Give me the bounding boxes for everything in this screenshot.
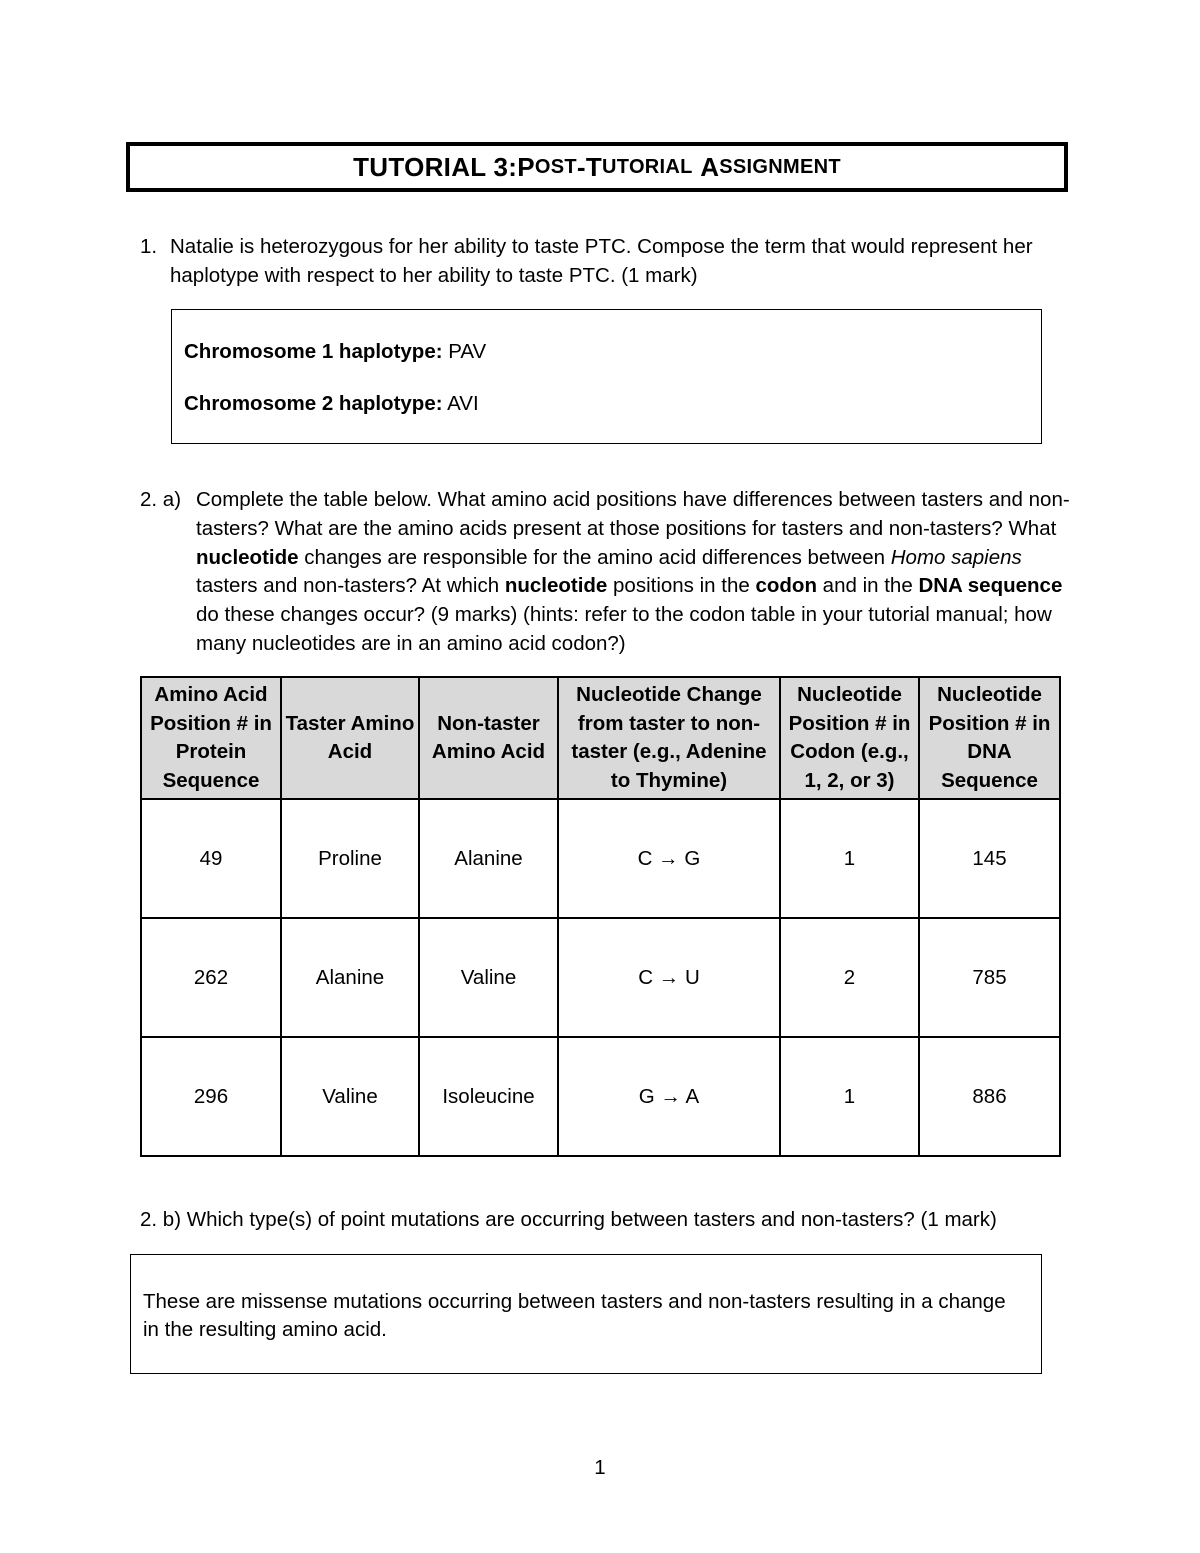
table-cell[interactable]: Valine bbox=[281, 1037, 419, 1156]
question-2a bbox=[140, 486, 1070, 659]
header-nucleotide-change: Nucleotide Change from taster to non-taster (e.g., Adenine to Thymine) bbox=[558, 677, 780, 799]
question-1 bbox=[140, 233, 1070, 291]
table-cell[interactable]: C → G bbox=[558, 799, 780, 918]
header-taster-amino-acid: Taster Amino Acid bbox=[281, 677, 419, 799]
question-1-answer-box[interactable] bbox=[171, 309, 1042, 444]
table-cell[interactable]: 296 bbox=[141, 1037, 281, 1156]
table-cell[interactable]: 785 bbox=[919, 918, 1060, 1037]
table-cell[interactable]: 2 bbox=[780, 918, 919, 1037]
table-cell[interactable]: Alanine bbox=[419, 799, 558, 918]
table-cell[interactable]: Alanine bbox=[281, 918, 419, 1037]
header-codon-position: Nucleotide Position # in Codon (e.g., 1, 2, or 3) bbox=[780, 677, 919, 799]
table-row bbox=[141, 1037, 1060, 1156]
table-cell[interactable]: 1 bbox=[780, 1037, 919, 1156]
table-header-row bbox=[141, 677, 1060, 799]
chromosome-1-haplotype: Chromosome 1 haplotype: PAV bbox=[184, 340, 487, 363]
question-2a-number: 2. a) bbox=[140, 488, 182, 511]
header-amino-acid-position: Amino Acid Position # in Protein Sequence bbox=[141, 677, 281, 799]
question-2b-text: 2. b) Which type(s) of point mutations are occurring between tasters and non-tasters? (1 mark) bbox=[140, 1208, 997, 1231]
question-2b-answer: These are missense mutations occurring between tasters and non-tasters resulting in a change in the resulting amino acid. bbox=[143, 1290, 1006, 1341]
mutation-table bbox=[140, 676, 1061, 1157]
table-cell[interactable]: 262 bbox=[141, 918, 281, 1037]
table-cell[interactable]: 49 bbox=[141, 799, 281, 918]
table-row bbox=[141, 799, 1060, 918]
question-2b-answer-box[interactable] bbox=[130, 1254, 1042, 1374]
chromosome-2-haplotype: Chromosome 2 haplotype: AVI bbox=[184, 392, 479, 415]
header-dna-position: Nucleotide Position # in DNA Sequence bbox=[919, 677, 1060, 799]
table-cell[interactable]: G → A bbox=[558, 1037, 780, 1156]
table-cell[interactable]: Proline bbox=[281, 799, 419, 918]
page-number: 1 bbox=[594, 1456, 606, 1479]
table-cell[interactable]: Isoleucine bbox=[419, 1037, 558, 1156]
table-cell[interactable]: Valine bbox=[419, 918, 558, 1037]
question-1-number: 1. bbox=[140, 235, 158, 258]
table-cell[interactable]: 145 bbox=[919, 799, 1060, 918]
table-cell[interactable]: 886 bbox=[919, 1037, 1060, 1156]
question-2a-text: Complete the table below. What amino acid positions have differences between tasters and non-tasters? What are the amino acids present at those positions for tasters and non-tasters? What nucleotide changes are responsible for the amino acid differences between Homo sapiens tasters and non-tasters? At which nucleotide positions in the codon and in the DNA sequence do these changes occur? (9 marks) (hints: refer to the codon table in your tutorial manual; how many nucleotides are in an amino acid codon?) bbox=[196, 488, 1070, 655]
question-1-text: Natalie is heterozygous for her ability to taste PTC. Compose the term that would represent her haplotype with respect to her ability to taste PTC. (1 mark) bbox=[170, 235, 1033, 287]
table-row bbox=[141, 918, 1060, 1037]
header-non-taster-amino-acid: Non-taster Amino Acid bbox=[419, 677, 558, 799]
table-cell[interactable]: 1 bbox=[780, 799, 919, 918]
table-cell[interactable]: C → U bbox=[558, 918, 780, 1037]
page-title: TUTORIAL 3: P OST - T UTORIAL A SSIGNMENT bbox=[126, 142, 1068, 192]
